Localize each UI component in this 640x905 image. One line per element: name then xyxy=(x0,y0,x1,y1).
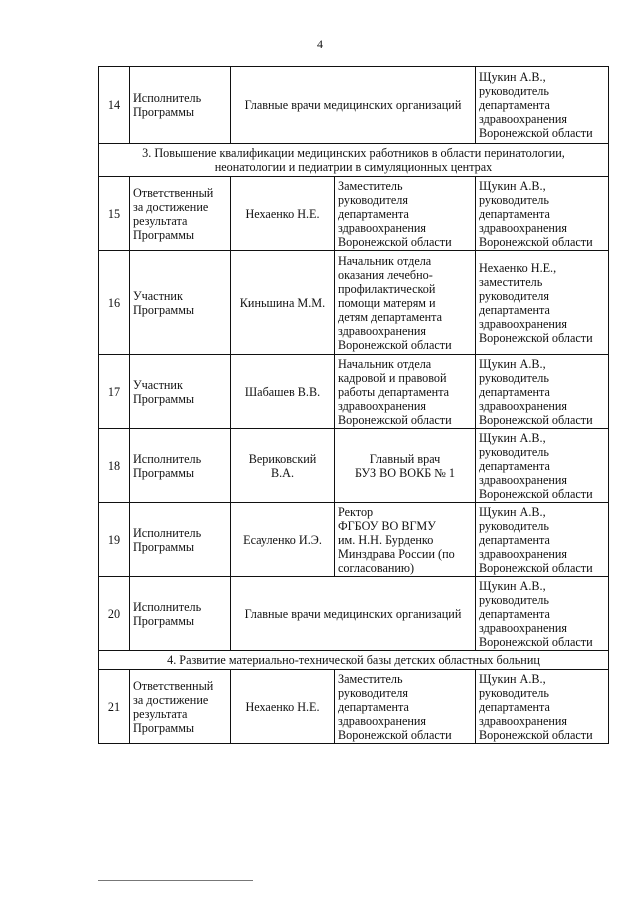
row-number-text: 21 xyxy=(107,699,121,714)
supervisor xyxy=(476,251,609,355)
row-number xyxy=(99,67,130,144)
executor-group-text: Главные врачи медицинских организаций xyxy=(244,606,462,621)
program-role xyxy=(130,503,231,577)
row-number xyxy=(99,577,130,651)
executor-group-text: Главные врачи медицинских организаций xyxy=(244,98,462,112)
supervisor xyxy=(476,177,609,251)
person-name xyxy=(231,670,335,744)
program-role-text: Исполнитель Программы xyxy=(133,91,202,119)
program-role xyxy=(130,670,231,744)
person-position-text: Начальник отдела кадровой и правовой работы департамента здравоохранения Воронежской области xyxy=(338,356,452,427)
supervisor xyxy=(476,503,609,577)
person-name xyxy=(231,355,335,429)
person-name xyxy=(231,177,335,251)
supervisor-text: Щукин А.В., руководитель департамента здравоохранения Воронежской области xyxy=(479,671,593,742)
person-position xyxy=(335,177,476,251)
table-row xyxy=(99,177,609,251)
row-number xyxy=(99,251,130,355)
row-number-text: 15 xyxy=(107,206,121,221)
responsibility-table xyxy=(98,66,609,744)
program-role-text: Участник Программы xyxy=(133,288,195,317)
table-row xyxy=(99,355,609,429)
section-heading-text: 4. Развитие материально-технической базы детских областных больниц xyxy=(167,653,540,667)
person-position-text: Главный врач БУЗ ВО ВОКБ № 1 xyxy=(354,451,456,480)
program-role xyxy=(130,355,231,429)
section-heading-row xyxy=(99,144,609,177)
supervisor-text: Щукин А.В., руководитель департамента здравоохранения Воронежской области xyxy=(479,356,593,427)
supervisor xyxy=(476,429,609,503)
row-number-text: 16 xyxy=(107,295,121,310)
row-number xyxy=(99,355,130,429)
person-name-text: Вериковский В.А. xyxy=(248,451,317,480)
program-role-text: Участник Программы xyxy=(133,377,195,406)
supervisor xyxy=(476,577,609,651)
person-position-text: Заместитель руководителя департамента здравоохранения Воронежской области xyxy=(338,178,452,249)
supervisor xyxy=(476,670,609,744)
person-name xyxy=(231,503,335,577)
table-row xyxy=(99,429,609,503)
table-row xyxy=(99,67,609,144)
program-role xyxy=(130,577,231,651)
program-role xyxy=(130,251,231,355)
person-name-text: Нехаенко Н.Е. xyxy=(245,699,320,714)
person-position xyxy=(335,251,476,355)
person-position xyxy=(335,503,476,577)
person-name-text: Шабашев В.В. xyxy=(244,384,321,399)
footnote-divider xyxy=(98,880,253,881)
page-number: 4 xyxy=(317,37,323,51)
row-number xyxy=(99,503,130,577)
section-heading xyxy=(99,651,609,670)
program-role-text: Ответственный за достижение результата Программы xyxy=(133,185,214,242)
supervisor-text: Щукин А.В., руководитель департамента здравоохранения Воронежской области xyxy=(479,578,593,649)
row-number-text: 14 xyxy=(107,98,121,112)
person-name-text: Есауленко И.Э. xyxy=(243,532,322,547)
program-role xyxy=(130,177,231,251)
section-heading-text: 3. Повышение квалификации медицинских работников в области перинатологии, неонатологии и педиатрии в симуляционных центрах xyxy=(142,146,565,174)
person-name xyxy=(231,429,335,503)
table-row xyxy=(99,670,609,744)
supervisor-text: Щукин А.В., руководитель департамента здравоохранения Воронежской области xyxy=(479,504,593,575)
program-role-text: Исполнитель Программы xyxy=(133,599,202,628)
program-role-text: Исполнитель Программы xyxy=(133,525,202,554)
table-row xyxy=(99,251,609,355)
supervisor xyxy=(476,67,609,144)
program-role xyxy=(130,67,231,144)
executor-group xyxy=(231,577,476,651)
person-position xyxy=(335,355,476,429)
row-number-text: 17 xyxy=(107,384,121,399)
supervisor-text: Щукин А.В., руководитель департамента здравоохранения Воронежской области xyxy=(479,430,593,501)
row-number-text: 18 xyxy=(107,458,121,473)
section-heading-row xyxy=(99,651,609,670)
person-position-text: Заместитель руководителя департамента здравоохранения Воронежской области xyxy=(338,671,452,742)
section-heading xyxy=(99,144,609,177)
row-number-text: 19 xyxy=(107,532,121,547)
person-position-text: Ректор ФГБОУ ВО ВГМУ им. Н.Н. Бурденко Минздрава России (по согласованию) xyxy=(338,504,455,575)
table-body xyxy=(99,67,609,744)
program-role-text: Ответственный за достижение результата Программы xyxy=(133,678,214,735)
person-name-text: Киньшина М.М. xyxy=(239,295,326,310)
row-number xyxy=(99,429,130,503)
table-row xyxy=(99,577,609,651)
executor-group xyxy=(231,67,476,144)
supervisor-text: Щукин А.В., руководитель департамента здравоохранения Воронежской области xyxy=(479,178,593,249)
person-position xyxy=(335,670,476,744)
row-number xyxy=(99,670,130,744)
person-position xyxy=(335,429,476,503)
row-number-text: 20 xyxy=(107,606,121,621)
table-row xyxy=(99,503,609,577)
program-role-text: Исполнитель Программы xyxy=(133,451,202,480)
row-number xyxy=(99,177,130,251)
supervisor xyxy=(476,355,609,429)
person-position-text: Начальник отдела оказания лечебно- профилактической помощи матерям и детям департамента здравоохранения Воронежской области xyxy=(338,253,452,352)
supervisor-text: Щукин А.В., руководитель департамента здравоохранения Воронежской области xyxy=(479,70,593,140)
supervisor-text: Нехаенко Н.Е., заместитель руководителя департамента здравоохранения Воронежской области xyxy=(479,260,593,345)
program-role xyxy=(130,429,231,503)
person-name-text: Нехаенко Н.Е. xyxy=(245,206,320,221)
person-name xyxy=(231,251,335,355)
